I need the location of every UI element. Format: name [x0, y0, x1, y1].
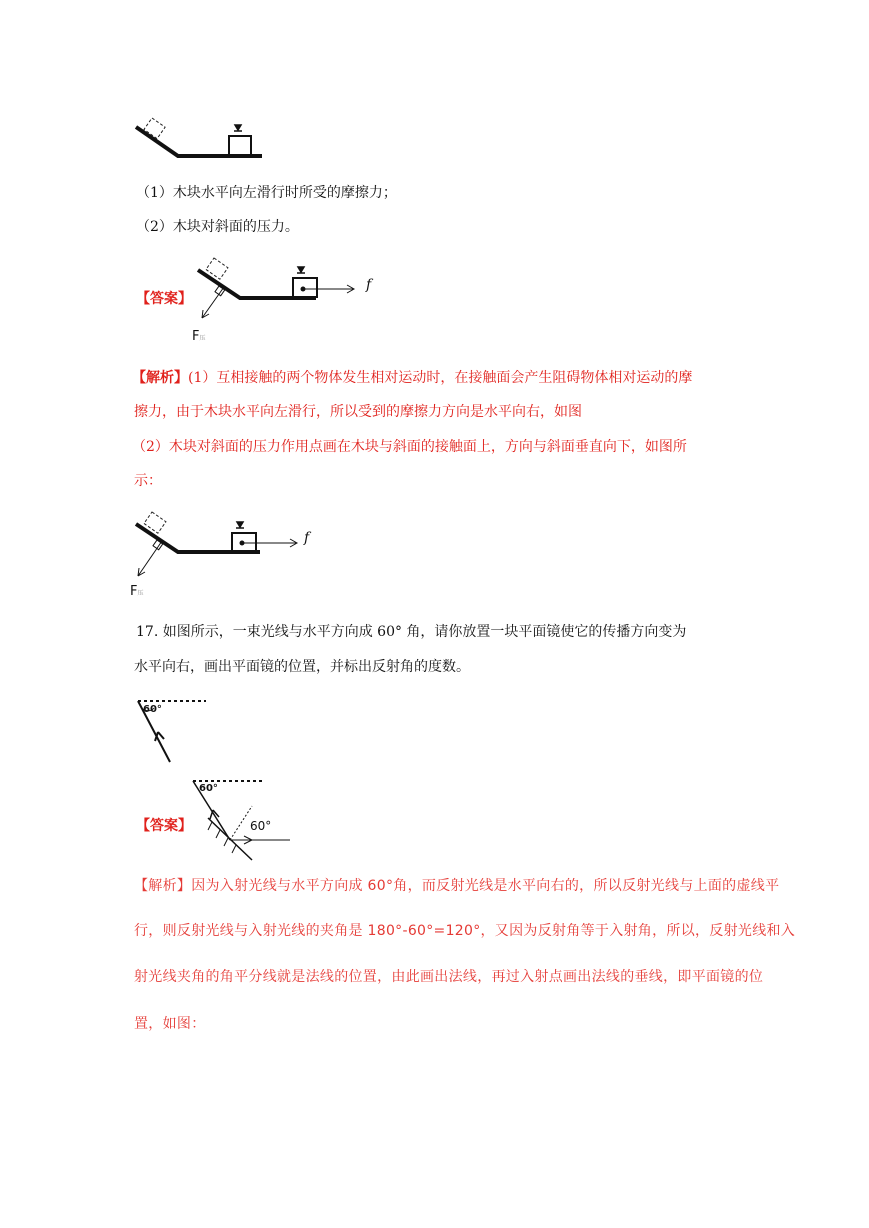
analysis-2-line4: 置，如图：	[134, 1016, 206, 1032]
friction-label-1: f	[366, 277, 372, 293]
analysis-2-line3: 射光线夹角的角平分线就是法线的位置，由此画出法线，再过入射点画出法线的垂线，即平面镜的位	[134, 969, 764, 985]
friction-label-2: f	[304, 530, 310, 546]
analysis-label-2: 【解析】	[134, 878, 192, 894]
analysis-2-line1-text: 因为入射光线与水平方向成 60°角，而反射光线是水平向右的，所以反射光线与上面的虚线平	[191, 878, 780, 894]
pressure-sub-1: 压	[199, 335, 206, 342]
q17-line2: 水平向右，画出平面镜的位置，并标出反射角的度数。	[134, 659, 470, 675]
analysis-label-1: 【解析】	[132, 370, 188, 386]
analysis-1-line4: 示：	[134, 473, 162, 489]
q17-angle-label: 60°	[143, 704, 162, 715]
pressure-sub-2: 压	[137, 590, 144, 597]
analysis-diagram-1	[128, 512, 328, 602]
answer-label-1: 【答案】	[136, 291, 192, 307]
analysis-2-line2: 行，则反射光线与入射光线的夹角是 180°-60°=120°，又因为反射角等于入射角，所以，反射光线和入	[134, 923, 796, 939]
q16-figure	[130, 112, 270, 167]
answer-diagram-1	[190, 258, 390, 348]
pressure-label-1-text: F	[192, 329, 200, 344]
analysis-1-line1	[132, 368, 692, 388]
answer-label-2: 【答案】	[136, 818, 192, 834]
analysis-1-line1-text: (1）互相接触的两个物体发生相对运动时，在接触面会产生阻碍物体相对运动的摩	[188, 370, 693, 386]
answer-2-reflect-angle: 60°	[250, 819, 272, 833]
q17-line1: 17. 如图所示，一束光线与水平方向成 60° 角，请你放置一块平面镜使它的传播方向变为	[136, 624, 687, 640]
q16-sub2: （2）木块对斜面的压力。	[136, 219, 299, 235]
analysis-1-line2: 擦力，由于木块水平向左滑行，所以受到的摩擦力方向是水平向右，如图	[134, 404, 582, 420]
q16-sub1: （1）木块水平向左滑行时所受的摩擦力；	[136, 185, 397, 201]
analysis-1-line3: （2）木块对斜面的压力作用点画在木块与斜面的接触面上，方向与斜面垂直向下，如图所	[132, 439, 687, 455]
pressure-label-1	[192, 329, 206, 344]
answer-2-incident-angle: 60°	[199, 783, 218, 794]
pressure-label-2	[130, 584, 144, 599]
analysis-2-line1	[134, 875, 779, 895]
pressure-label-2-text: F	[130, 584, 138, 599]
